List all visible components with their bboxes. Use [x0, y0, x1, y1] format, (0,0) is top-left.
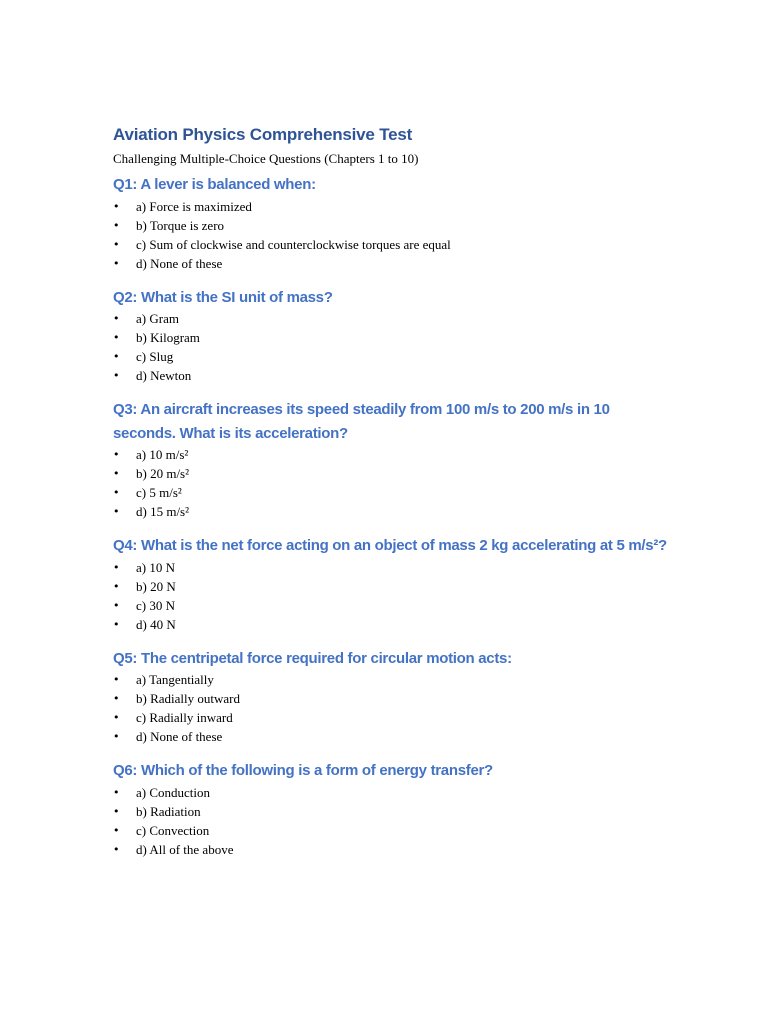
bullet-icon: • — [113, 467, 120, 480]
option-item — [113, 347, 673, 366]
option-text: c) 5 m/s² — [136, 485, 182, 500]
option-text: c) Radially inward — [136, 710, 233, 725]
question-heading: Q2: What is the SI unit of mass? — [113, 288, 333, 306]
bullet-icon: • — [113, 617, 120, 631]
option-text: c) 30 N — [136, 597, 175, 613]
option-item — [113, 558, 673, 577]
option-item — [113, 840, 673, 859]
option-item — [113, 727, 673, 746]
document-page — [113, 122, 673, 859]
option-text: a) Tangentially — [136, 672, 214, 687]
option-text: c) Sum of clockwise and counterclockwise torques are equal — [136, 236, 451, 252]
bullet-icon: • — [113, 579, 120, 593]
bullet-icon: • — [113, 560, 120, 574]
bullet-icon: • — [113, 312, 120, 325]
option-item — [113, 783, 673, 802]
bullet-icon: • — [113, 785, 120, 799]
option-item — [113, 577, 673, 596]
option-item — [113, 502, 673, 521]
option-item — [113, 483, 673, 502]
bullet-icon: • — [113, 237, 120, 251]
option-item — [113, 802, 673, 821]
option-text: d) 15 m/s² — [136, 504, 190, 519]
option-text: d) 40 N — [136, 616, 176, 632]
bullet-icon: • — [113, 369, 120, 382]
option-text: b) Kilogram — [136, 330, 200, 345]
option-list — [113, 197, 673, 273]
question-2 — [113, 286, 673, 386]
question-6 — [113, 759, 673, 859]
bullet-icon: • — [113, 711, 120, 724]
option-text: a) Force is maximized — [136, 198, 252, 214]
option-item — [113, 328, 673, 347]
option-item — [113, 615, 673, 634]
question-heading: Q6: Which of the following is a form of energy transfer? — [113, 762, 493, 779]
option-text: b) Radially outward — [136, 691, 240, 706]
option-text: a) Gram — [136, 311, 179, 326]
question-1 — [113, 173, 673, 273]
bullet-icon: • — [113, 218, 120, 232]
bullet-icon: • — [113, 673, 120, 686]
option-text: b) 20 N — [136, 578, 176, 594]
option-list — [113, 445, 673, 521]
option-text: c) Slug — [136, 349, 174, 364]
question-5 — [113, 647, 673, 747]
bullet-icon: • — [113, 448, 120, 461]
option-item — [113, 235, 673, 254]
question-4 — [113, 534, 673, 634]
option-item — [113, 708, 673, 727]
option-text: a) 10 m/s² — [136, 447, 189, 462]
option-list — [113, 670, 673, 746]
option-text: d) Newton — [136, 368, 192, 383]
bullet-icon: • — [113, 486, 120, 499]
option-text: a) Conduction — [136, 784, 211, 800]
bullet-icon: • — [113, 505, 120, 518]
bullet-icon: • — [113, 598, 120, 612]
bullet-icon: • — [113, 199, 120, 213]
option-text: a) 10 N — [136, 559, 175, 575]
option-item — [113, 197, 673, 216]
question-heading: Q1: A lever is balanced when: — [113, 176, 316, 193]
bullet-icon: • — [113, 331, 120, 344]
option-text: d) All of the above — [136, 841, 234, 857]
document-subtitle: Challenging Multiple-Choice Questions (Chapters 1 to 10) — [113, 151, 419, 166]
option-item — [113, 309, 673, 328]
option-text: b) 20 m/s² — [136, 466, 190, 481]
bullet-icon: • — [113, 350, 120, 363]
option-item — [113, 254, 673, 273]
question-heading: Q3: An aircraft increases its speed steadily from 100 m/s to 200 m/s in 10 seconds. What is its acceleration? — [113, 401, 610, 442]
question-3 — [113, 398, 673, 521]
option-list — [113, 558, 673, 634]
option-text: d) None of these — [136, 729, 223, 744]
option-item — [113, 689, 673, 708]
option-item — [113, 445, 673, 464]
option-list — [113, 783, 673, 859]
bullet-icon: • — [113, 692, 120, 705]
question-heading: Q5: The centripetal force required for circular motion acts: — [113, 649, 512, 667]
option-item — [113, 670, 673, 689]
document-title: Aviation Physics Comprehensive Test — [113, 125, 413, 144]
option-list — [113, 309, 673, 385]
option-item — [113, 216, 673, 235]
bullet-icon: • — [113, 256, 120, 270]
option-item — [113, 366, 673, 385]
option-item — [113, 464, 673, 483]
bullet-icon: • — [113, 842, 120, 856]
option-item — [113, 596, 673, 615]
option-text: b) Radiation — [136, 803, 201, 819]
bullet-icon: • — [113, 804, 120, 818]
option-text: b) Torque is zero — [136, 217, 225, 233]
bullet-icon: • — [113, 823, 120, 837]
option-text: c) Convection — [136, 822, 210, 838]
option-text: d) None of these — [136, 255, 223, 271]
bullet-icon: • — [113, 730, 120, 743]
option-item — [113, 821, 673, 840]
question-heading: Q4: What is the net force acting on an object of mass 2 kg accelerating at 5 m/s²? — [113, 537, 667, 554]
